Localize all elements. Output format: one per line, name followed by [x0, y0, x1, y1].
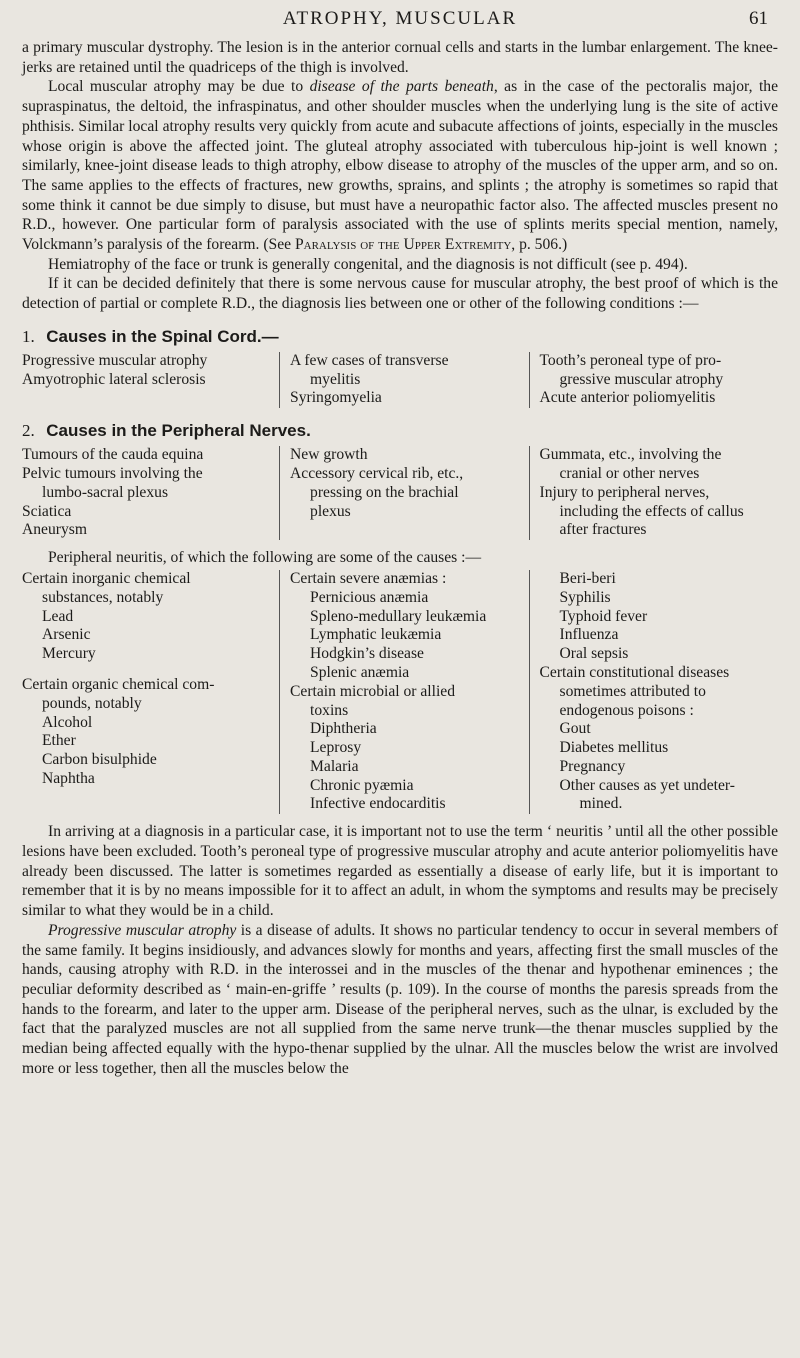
paragraph-dystrophy: a primary muscular dystrophy. The lesion is in the anterior cornual cells and starts in the lumbar enlargement. The knee-jerks are retained until the quadriceps of the thigh is involved.: [22, 39, 778, 76]
list-item: Pernicious anæmia: [310, 588, 429, 606]
list-item: Chronic pyæmia: [310, 776, 414, 794]
list-item: Certain inorganic chemical: [22, 569, 191, 587]
running-head: [22, 6, 778, 38]
list-item: sometimes attributed to: [559, 682, 706, 700]
section-heading-spinal-cord: [22, 326, 778, 348]
list-item: Leprosy: [310, 739, 362, 757]
list-item: Spleno-medullary leukæmia: [310, 607, 487, 625]
list-item: mined.: [579, 795, 623, 813]
page-number: 61: [749, 8, 768, 29]
list-item: including the effects of callus: [559, 502, 744, 520]
table-column: [529, 570, 778, 814]
list-item: after fractures: [559, 521, 647, 539]
table-column: [529, 352, 778, 408]
list-item: Certain microbial or allied: [290, 682, 456, 700]
italic-run: disease of the parts beneath: [309, 78, 494, 96]
list-item: Lead: [42, 607, 74, 625]
list-item: A few cases of transverse: [290, 351, 449, 369]
text-run: , as in the case of the pectoralis major, the supraspinatus, the deltoid, the infraspinatus, and other shoulder muscles when the underlying lung is the site of active phthisis. Similar local atrophy results very quickly from acute and subacute affections of joints, especially in the muscles whose origin is above the affected joint. The gluteal atrophy associated with tuberculous hip-joint is well known ; similarly, knee-joint disease leads to thigh atrophy, elbow disease to atrophy of the muscles of the upper arm, and so on. The same applies to the effects of fractures, new growths, sprains, and splints ; the atrophy is sometimes so rapid that some think it cannot be due simply to disuse, but must have a neuropathic factor also. The affected muscles present no R.D., however. One particular form of paralysis associated with the use of splints merits special mention, namely, Volckmann’s paralysis of the forearm. (See: [22, 78, 779, 254]
list-item: Splenic anæmia: [310, 663, 410, 681]
list-item: Diabetes mellitus: [559, 739, 669, 757]
list-item: Ether: [42, 732, 76, 750]
list-item: Arsenic: [42, 626, 91, 644]
list-item: Oral sepsis: [559, 645, 629, 663]
paragraph-diagnosis: In arriving at a diagnosis in a particular case, it is important not to use the term ‘ neuritis ’ until all the other possible lesions have been excluded. Tooth’s peroneal type of progressive muscular atrophy and acute anterior poliomyelitis have already been discussed. The latter is sometimes regarded as essentially a disease of early life, but it is important to remember that it is by no means impossible for it to affect an adult, in whom the symptoms and results may be precisely similar to what they would be in a child.: [22, 823, 778, 920]
section-number: 1.: [22, 326, 35, 346]
list-item: Certain constitutional diseases: [539, 663, 730, 681]
list-item: Progressive muscular atrophy: [22, 351, 208, 369]
list-item: Other causes as yet undeter-: [559, 776, 735, 794]
cross-reference: Paralysis of the Upper Extremity: [294, 236, 512, 254]
paragraph-progressive-atrophy: [22, 921, 778, 1079]
section-number: 2.: [22, 421, 35, 441]
list-item: myelitis: [310, 370, 361, 388]
list-item: New growth: [290, 446, 368, 464]
list-item: Acute anterior poliomyelitis: [539, 389, 716, 407]
list-item: Mercury: [42, 645, 96, 663]
list-item: plexus: [310, 502, 351, 520]
list-item: Tumours of the cauda equina: [22, 446, 204, 464]
list-item: Syphilis: [559, 588, 611, 606]
list-item: toxins: [310, 701, 349, 719]
list-item: Accessory cervical rib, etc.,: [290, 465, 464, 483]
table-column: [529, 446, 778, 540]
list-item: substances, notably: [42, 588, 164, 606]
table-column: [279, 446, 528, 540]
list-item: pounds, notably: [42, 694, 142, 712]
running-head-title: ATROPHY, MUSCULAR: [282, 8, 518, 29]
text-run: is a disease of adults. It shows no particular tendency to occur in several members of the same family. It begins insidiously, and advances slowly for months and years, affecting first the small muscles of the hands, causing atrophy with R.D. in the interossei and in the muscles of the thenar and hypothenar eminences ; the peculiar deformity described as ‘ main-en-griffe ’ results (p. 109). In the course of months the paresis spreads from the hands to the forearm, and later to the upper arm. Disease of the peripheral nerves, such as the ulnar, is excluded by the fact that the paralyzed muscles are not all supplied from the same nerve trunk—the thenar muscles supplied by the median being affected equally with the hypo-thenar supplied by the ulnar. All the muscles below the wrist are involved more or less together, then all the muscles below the: [22, 921, 778, 1077]
peripheral-nerve-causes-table: [22, 446, 778, 540]
section-title: Causes in the Peripheral Nerves.: [46, 421, 311, 441]
list-item: Influenza: [559, 626, 619, 644]
list-item: Certain organic chemical com-: [22, 675, 215, 693]
list-item: Malaria: [310, 757, 359, 775]
table-column: [279, 352, 528, 408]
list-item: Amyotrophic lateral sclerosis: [22, 370, 206, 388]
list-item: Syringomyelia: [290, 389, 382, 407]
list-item: Injury to peripheral nerves,: [539, 483, 710, 501]
list-item: gressive muscular atrophy: [559, 370, 724, 388]
list-item: Diphtheria: [310, 720, 377, 738]
list-item: Aneurysm: [22, 521, 87, 539]
section-heading-peripheral-nerves: [22, 420, 778, 442]
list-item: Naphtha: [42, 769, 95, 787]
list-item: Lymphatic leukæmia: [310, 626, 442, 644]
list-item: Beri-beri: [559, 569, 616, 587]
list-item: pressing on the brachial: [310, 483, 459, 501]
spinal-cord-causes-table: [22, 352, 778, 408]
list-item: lumbo-sacral plexus: [42, 483, 169, 501]
list-item: Certain severe anæmias :: [290, 569, 447, 587]
text-run: , p. 506.): [511, 236, 568, 254]
list-item: Pregnancy: [559, 757, 626, 775]
paragraph-nervous-cause: If it can be decided definitely that there is some nervous cause for muscular atrophy, the best proof of which is the detection of partial or complete R.D., the diagnosis lies between one or other of the following conditions :—: [22, 275, 778, 313]
paragraph-neuritis-intro: Peripheral neuritis, of which the following are some of the causes :—: [48, 549, 482, 567]
text-run: Local muscular atrophy may be due to: [48, 78, 310, 96]
paragraph-local-atrophy: [22, 77, 778, 254]
table-column: [279, 570, 528, 814]
list-item: Sciatica: [22, 502, 72, 520]
list-item: Infective endocarditis: [310, 795, 446, 813]
list-item: Alcohol: [42, 713, 93, 731]
list-item: Hodgkin’s disease: [310, 645, 424, 663]
section-title: Causes in the Spinal Cord.—: [46, 326, 279, 346]
spacer: [22, 664, 273, 676]
table-column: [22, 570, 279, 814]
list-item: Tooth’s peroneal type of pro-: [539, 351, 722, 369]
list-item: endogenous poisons :: [559, 701, 694, 719]
list-item: Carbon bisulphide: [42, 751, 157, 769]
list-item: Gout: [559, 720, 591, 738]
table-column: [22, 352, 279, 408]
table-column: [22, 446, 279, 540]
neuritis-causes-table: [22, 570, 778, 814]
paragraph-hemiatrophy: Hemiatrophy of the face or trunk is generally congenital, and the diagnosis is not difficult (see p. 494).: [48, 255, 688, 273]
italic-run: Progressive muscular atrophy: [48, 921, 237, 939]
list-item: Pelvic tumours involving the: [22, 465, 203, 483]
list-item: Gummata, etc., involving the: [539, 446, 722, 464]
list-item: cranial or other nerves: [559, 465, 700, 483]
list-item: Typhoid fever: [559, 607, 648, 625]
